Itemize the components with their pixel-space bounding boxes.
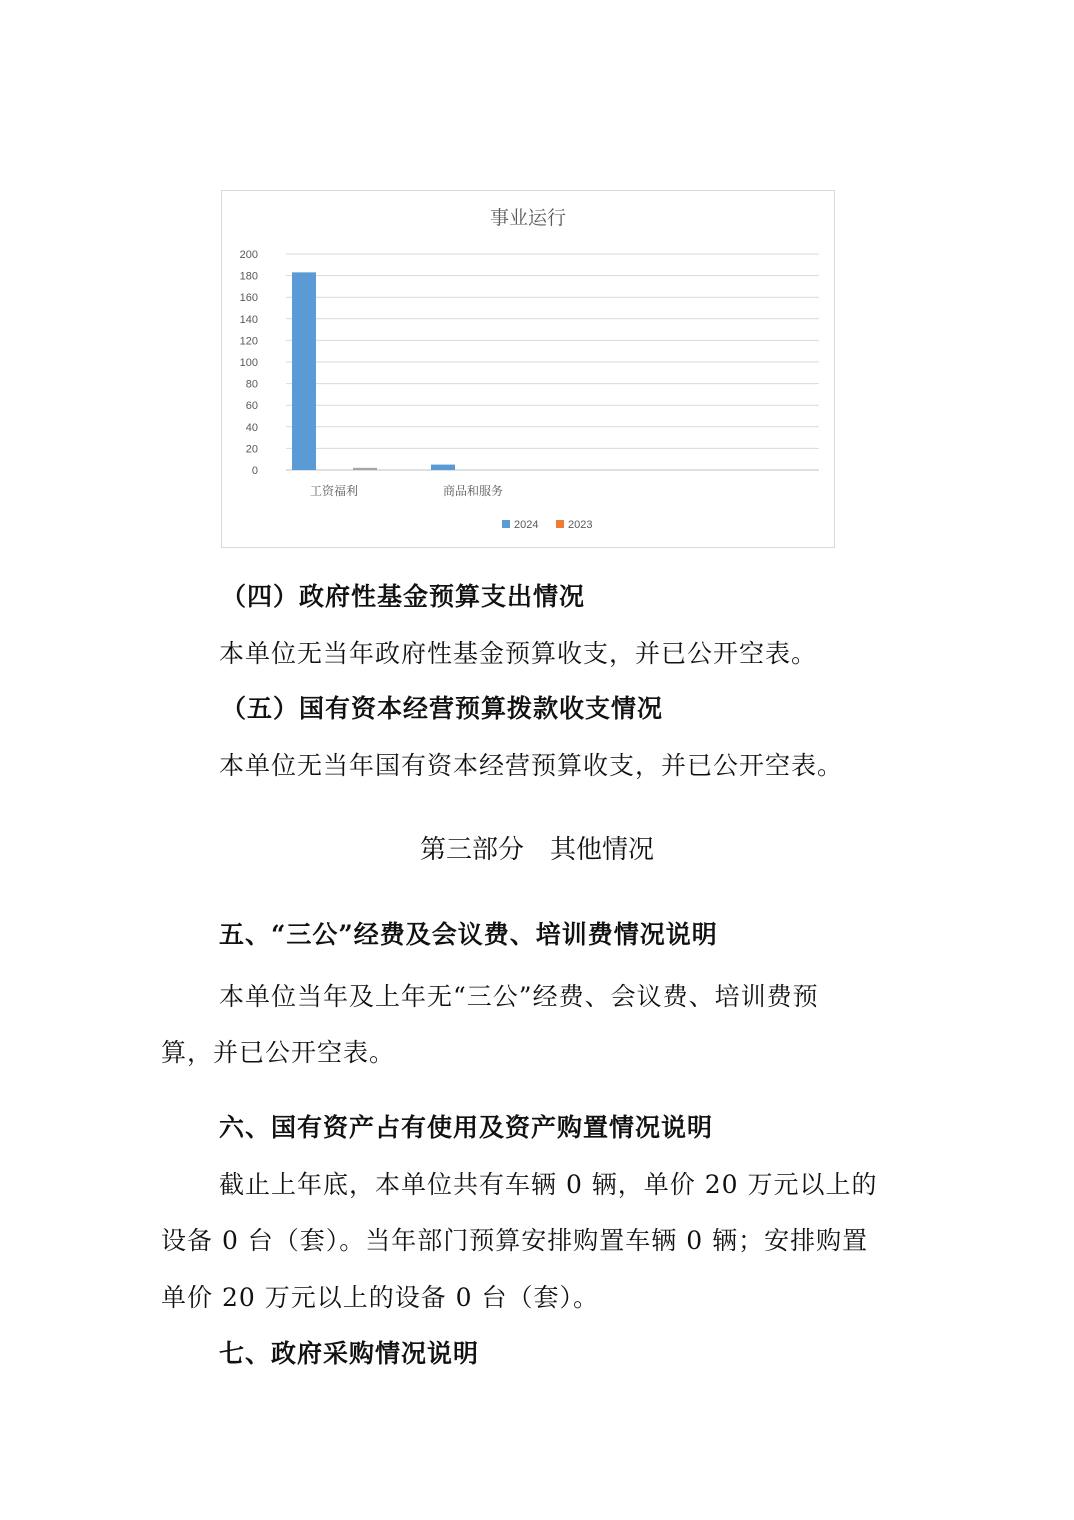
section-5-heading: （五）国有资本经营预算拨款收支情况	[221, 694, 664, 723]
bar-2024-0	[292, 272, 316, 470]
chart-svg	[222, 191, 834, 547]
heading-6: 六、国有资产占有使用及资产购置情况说明	[219, 1113, 714, 1142]
y-tick-label: 100	[239, 357, 258, 369]
y-tick-label: 40	[245, 421, 258, 434]
section-5-body: 本单位无当年国有资本经营预算收支，并已公开空表。	[219, 751, 844, 780]
legend-label-2023: 2023	[568, 519, 593, 531]
x-category-label: 商品和服务	[442, 484, 504, 498]
heading-6-body-line-1: 截止上年底，本单位共有车辆 0 辆，单价 20 万元以上的	[219, 1170, 878, 1199]
heading-6-body-line-2: 设备 0 台（套）。当年部门预算安排购置车辆 0 辆；安排购置	[161, 1226, 869, 1255]
y-tick-label: 20	[245, 443, 258, 456]
section-4-heading: （四）政府性基金预算支出情况	[221, 582, 586, 611]
y-tick-label: 140	[239, 313, 258, 326]
x-category-label: 工资福利	[309, 484, 359, 498]
y-tick-label: 0	[251, 465, 258, 477]
y-tick-label: 60	[245, 400, 258, 413]
section-4-body: 本单位无当年政府性基金预算收支，并已公开空表。	[219, 639, 818, 668]
legend-swatch-2024	[502, 520, 510, 528]
legend-swatch-2023	[556, 520, 564, 528]
heading-5-body-line-2: 算，并已公开空表。	[161, 1038, 396, 1067]
heading-5-body-line-1: 本单位当年及上年无“三公”经费、会议费、培训费预	[219, 982, 819, 1011]
part-3-title: 第三部分 其他情况	[419, 835, 654, 865]
legend-label-2024: 2024	[514, 519, 539, 531]
bar-chart	[221, 190, 835, 548]
heading-6-body-line-3: 单价 20 万元以上的设备 0 台（套）。	[161, 1283, 600, 1312]
y-tick-label: 160	[239, 292, 258, 305]
y-tick-label: 80	[245, 378, 258, 391]
heading-5: 五、“三公”经费及会议费、培训费情况说明	[219, 920, 718, 949]
y-tick-label: 200	[239, 249, 258, 261]
y-tick-label: 180	[239, 270, 258, 283]
heading-7: 七、政府采购情况说明	[219, 1339, 480, 1368]
bar-2023-0	[353, 468, 377, 470]
chart-title: 事业运行	[489, 207, 567, 229]
y-tick-label: 120	[239, 335, 258, 348]
bar-2024-1	[431, 465, 455, 470]
